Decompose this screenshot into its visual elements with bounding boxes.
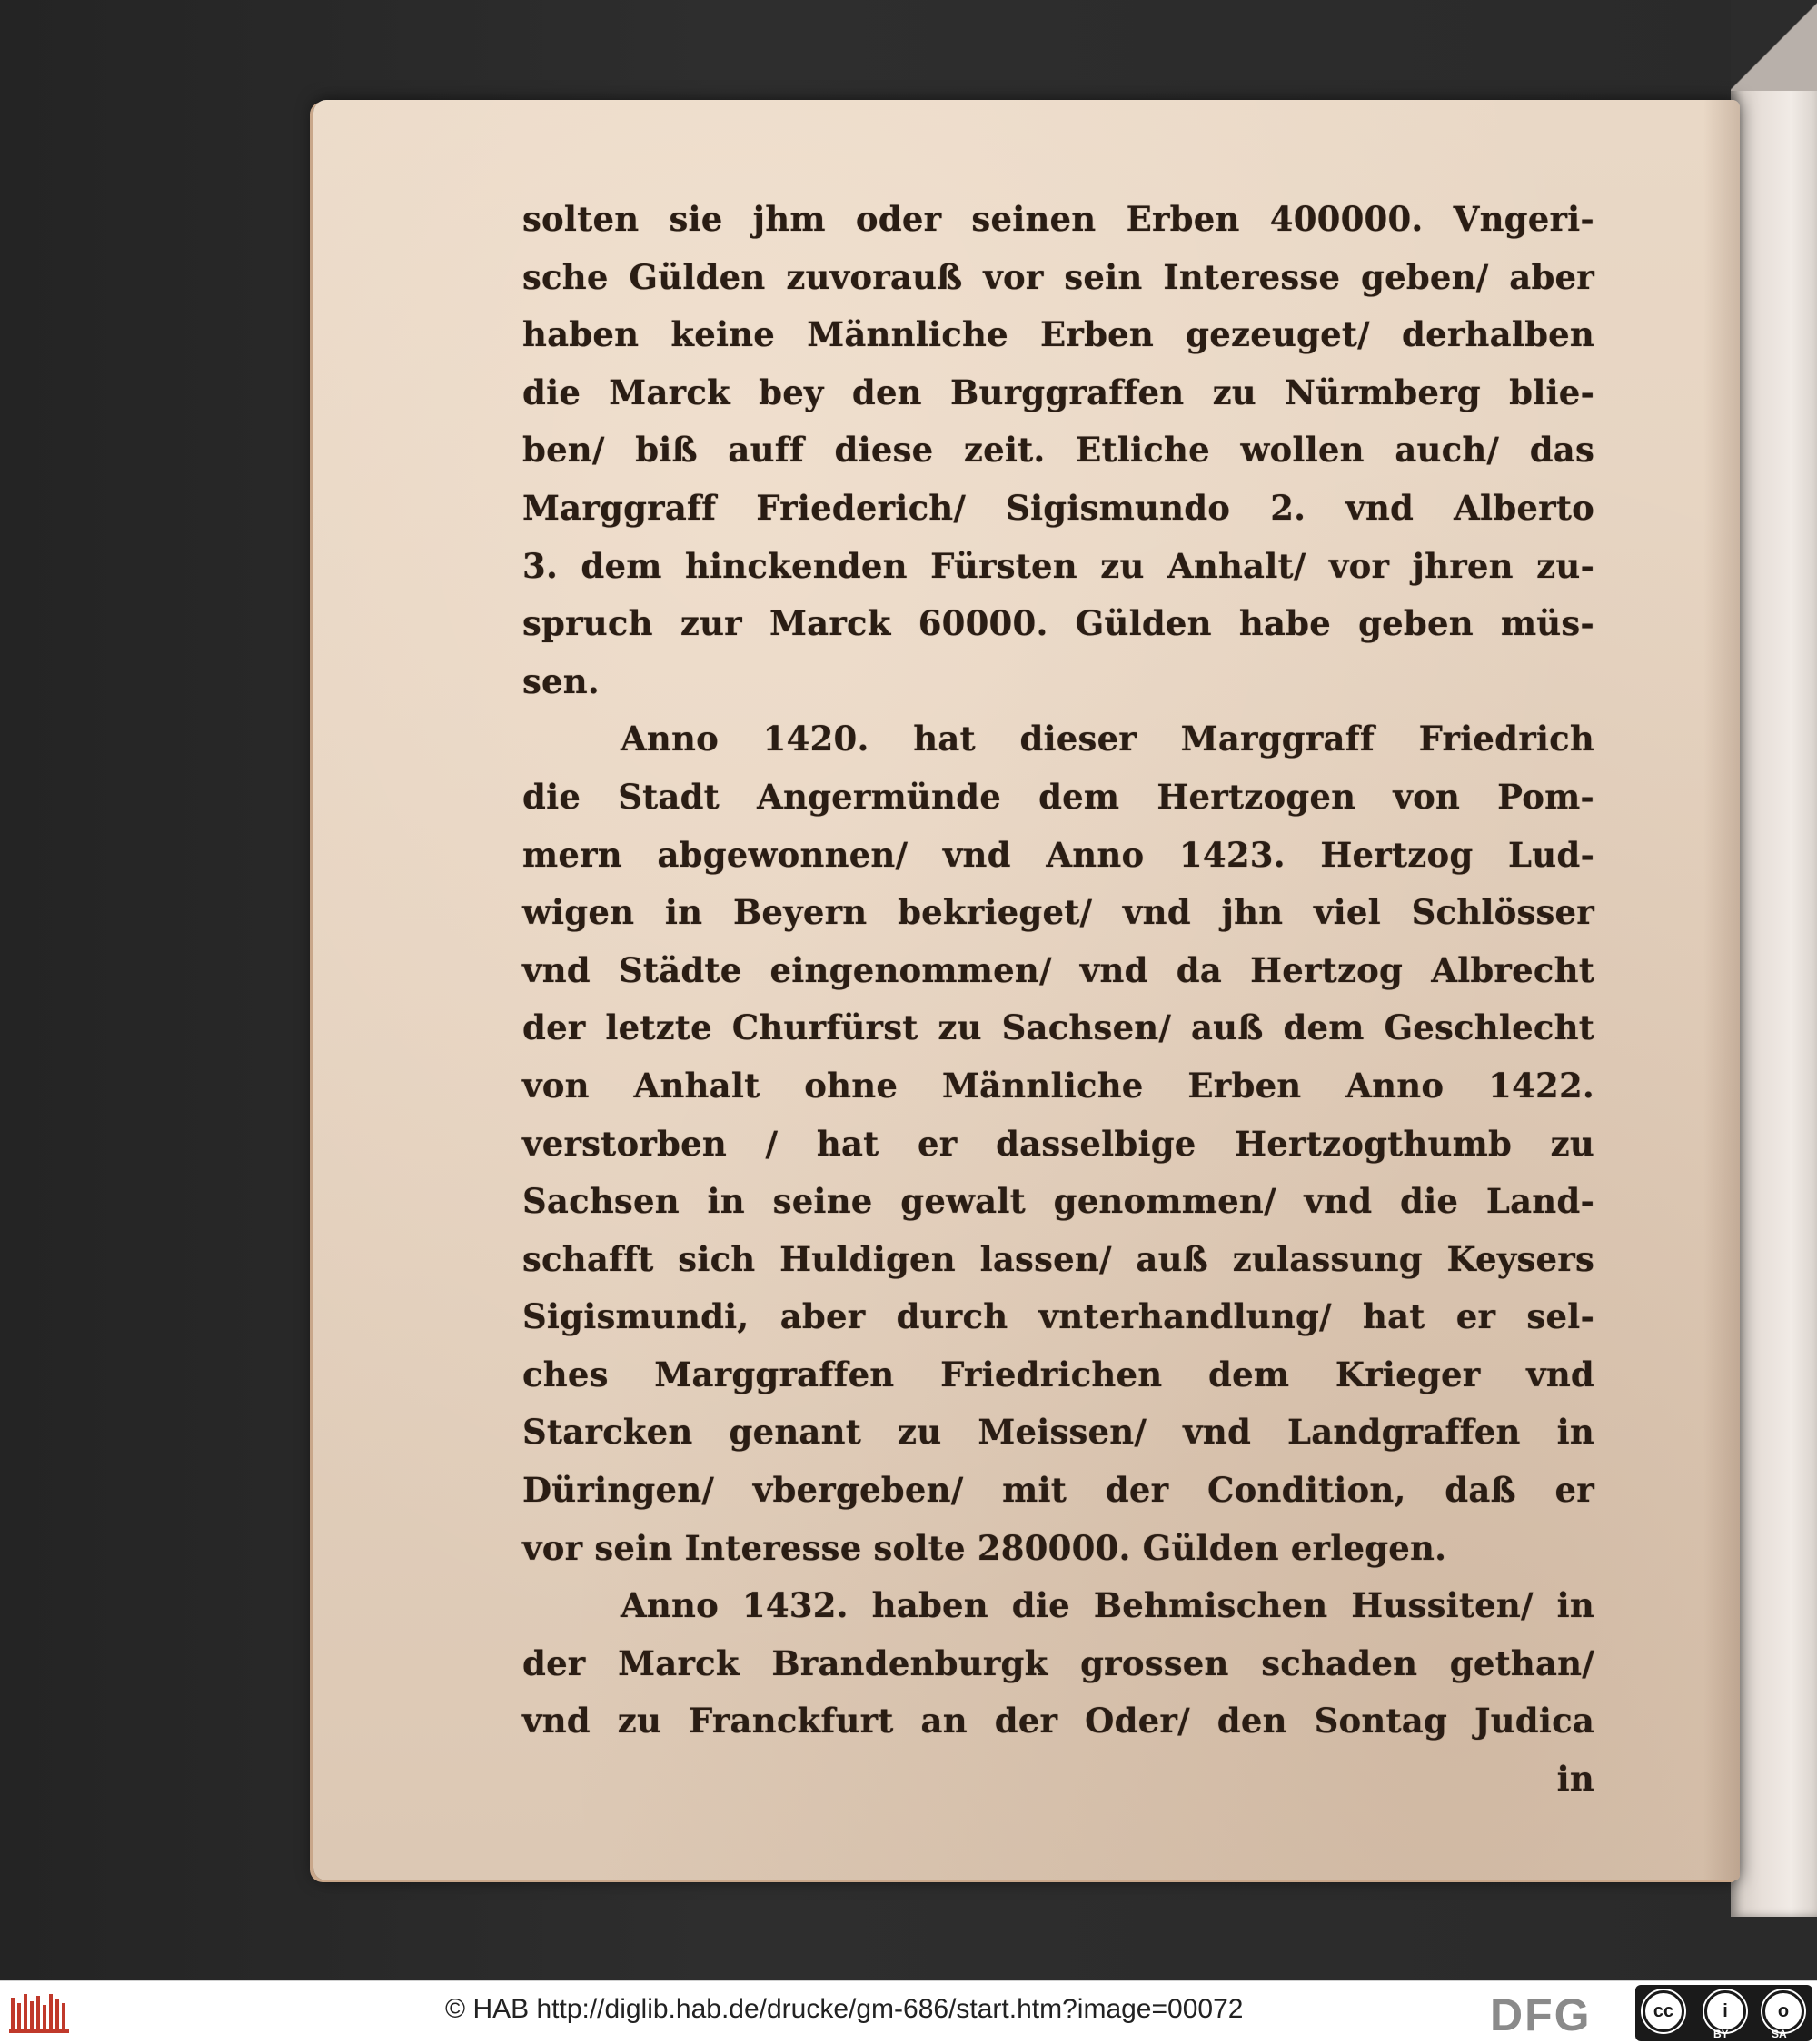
page-text — [522, 191, 1594, 1809]
text-line: die Stadt Angermünde dem Hertzogen von Pom- — [522, 776, 1594, 817]
text-line: von Anhalt ohne Männliche Erben Anno 1422. — [522, 1065, 1594, 1106]
paragraph-start-line: Anno 1432. haben die Behmischen Hussiten/ in — [621, 1585, 1594, 1626]
text-line: vor sein Interesse solte 280000. Gülden erlegen. — [522, 1527, 1447, 1568]
text-line: spruch zur Marck 60000. Gülden habe geben müs- — [522, 603, 1594, 644]
text-line: Sachsen in seine gewalt genommen/ vnd die Land- — [522, 1181, 1594, 1222]
dfg-logo: DFG — [1490, 1989, 1592, 2040]
text-line: vnd Städte eingenommen/ vnd da Hertzog Albrecht — [522, 949, 1594, 990]
book-page — [313, 100, 1740, 1880]
text-line: sen. — [522, 660, 600, 701]
by-label: BY — [1713, 2028, 1729, 2040]
text-line: die Marck bey den Burggraffen zu Nürmberg blie- — [522, 372, 1594, 412]
attribution-icon: i — [1704, 1990, 1746, 2032]
text-line: verstorben / hat er dasselbige Hertzogthumb zu — [522, 1123, 1594, 1164]
text-line: 3. dem hinckenden Fürsten zu Anhalt/ vor jhren zu- — [522, 545, 1594, 586]
text-line: Düringen/ vbergeben/ mit der Condition, daß er — [522, 1470, 1594, 1511]
next-page-corner — [1731, 0, 1817, 91]
text-line: der Marck Brandenburgk grossen schaden gethan/ — [522, 1642, 1594, 1683]
text-line: sche Gülden zuvorauß vor sein Interesse geben/ aber — [522, 256, 1594, 297]
text-line: Starcken genant zu Meissen/ vnd Landgraffen in — [522, 1412, 1594, 1453]
text-line: wigen in Beyern bekrieget/ vnd jhn viel Schlösser — [522, 892, 1594, 933]
copyright-link[interactable]: © HAB http://diglib.hab.de/drucke/gm-686/start.htm?image=00072 — [445, 1994, 1244, 2024]
text-line: Marggraff Friederich/ Sigismundo 2. vnd Alberto — [522, 487, 1594, 528]
text-line: ches Marggraffen Friedrichen dem Krieger vnd — [522, 1354, 1594, 1394]
text-line: haben keine Männliche Erben gezeuget/ derhalben — [522, 314, 1594, 355]
paragraph-start-line: Anno 1420. hat dieser Marggraff Friedrich — [621, 719, 1594, 759]
text-line: der letzte Churfürst zu Sachsen/ auß dem Geschlecht — [522, 1007, 1594, 1048]
next-page-edge — [1731, 36, 1817, 1917]
footer-bar — [0, 1980, 1817, 2044]
cc-icon: cc — [1643, 1990, 1684, 2032]
catchword: in — [1556, 1759, 1594, 1800]
text-line: mern abgewonnen/ vnd Anno 1423. Hertzog Lud- — [522, 834, 1594, 875]
text-line: vnd zu Franckfurt an der Oder/ den Sontag Judica — [522, 1701, 1594, 1741]
text-line: schafft sich Huldigen lassen/ auß zulassung Keysers — [522, 1238, 1594, 1279]
share-alike-icon: o — [1762, 1990, 1804, 2032]
cc-license-badge[interactable] — [1635, 1985, 1812, 2041]
text-line: solten sie jhm oder seinen Erben 400000. Vngeri- — [522, 199, 1594, 239]
text-line: Sigismundi, aber durch vnterhandlung/ hat er sel- — [522, 1296, 1594, 1337]
hab-logo-icon — [9, 1990, 73, 2036]
sa-label: SA — [1772, 2028, 1787, 2040]
text-line: ben/ biß auff diese zeit. Etliche wollen auch/ das — [522, 430, 1594, 471]
